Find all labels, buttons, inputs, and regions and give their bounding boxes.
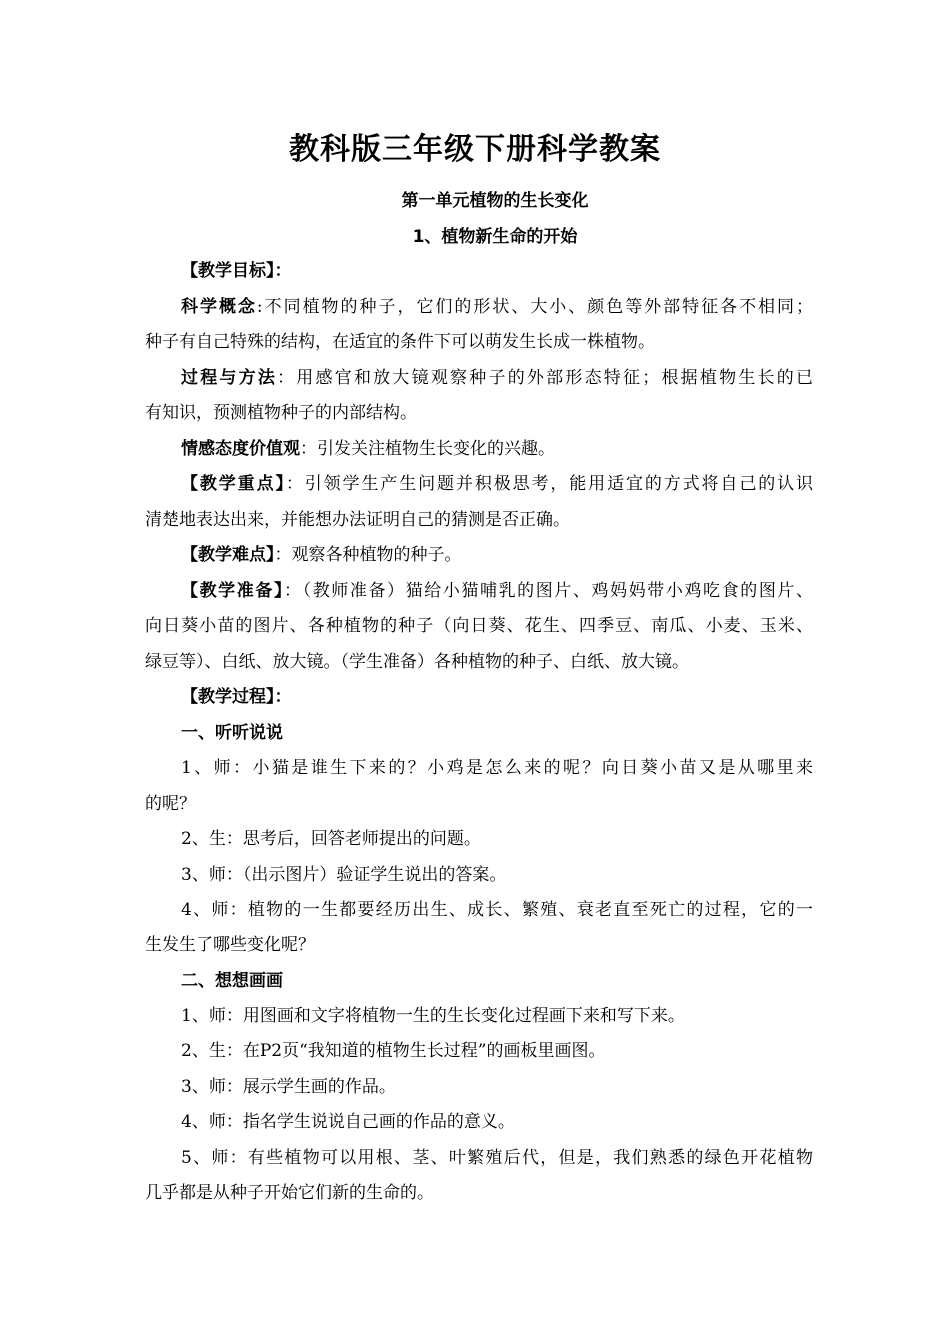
s2-item-1: 1、师：用图画和文字将植物一生的生长变化过程画下来和写下来。 [181, 1006, 685, 1026]
s1-item-4-line-1: 4、师：植物的一生都要经历出生、成长、繁殖、衰老直至死亡的过程，它的一 [181, 900, 813, 920]
document-title: 教科版三年级下册科学教案 [289, 132, 661, 167]
key-label: 【教学重点】 [181, 474, 286, 494]
s1-item-2: 2、生：思考后，回答老师提出的问题。 [181, 829, 481, 849]
prep-label: 【教学准备】 [181, 581, 285, 601]
concept-line-1 [181, 294, 813, 320]
concept-line-2: 种子有自己特殊的结构，在适宜的条件下可以萌发生长成一株植物。 [145, 332, 655, 352]
s1-item-4-line-2: 生发生了哪些变化呢？ [145, 935, 315, 955]
difficulty-line [181, 542, 813, 568]
goals-heading: 【教学目标】： [181, 261, 292, 281]
process-line-2: 有知识，预测植物种子的内部结构。 [145, 403, 417, 423]
s2-item-4: 4、师：指名学生说说自己画的作品的意义。 [181, 1112, 515, 1132]
process-label: 过程与方法 [181, 368, 278, 388]
difficulty-text: ：观察各种植物的种子。 [274, 545, 462, 565]
lesson-title: 1、植物新生命的开始 [412, 227, 578, 247]
s2-item-5-line-2: 几乎都是从种子开始它们新的生命的。 [145, 1183, 434, 1203]
process-line-1 [181, 365, 813, 391]
process-heading: 【教学过程】： [181, 687, 292, 707]
attitude-line [181, 436, 813, 462]
s2-item-2: 2、生：在P2页“我知道的植物生长过程”的画板里画图。 [181, 1041, 606, 1061]
s1-item-3: 3、师：（出示图片）验证学生说出的答案。 [181, 865, 507, 885]
prep-line-1 [181, 578, 813, 604]
s1-item-1-line-2: 的呢？ [145, 794, 196, 814]
prep-line-2: 向日葵小苗的图片、各种植物的种子（向日葵、花生、四季豆、南瓜、小麦、玉米、 [145, 616, 813, 636]
s2-item-5-line-1: 5、师：有些植物可以用根、茎、叶繁殖后代，但是，我们熟悉的绿色开花植物 [181, 1148, 813, 1168]
concept-label: 科学概念 [181, 297, 257, 317]
prep-line-3: 绿豆等）、白纸、放大镜。（学生准备）各种植物的种子、白纸、放大镜。 [145, 652, 689, 672]
key-text-1: ：引领学生产生问题并积极思考，能用适宜的方式将自己的认识 [285, 474, 814, 494]
prep-text-1: ：（教师准备）猫给小猫哺乳的图片、鸡妈妈带小鸡吃食的图片、 [284, 581, 814, 601]
section-1-heading: 一、听听说说 [181, 723, 283, 743]
s1-item-1-line-1: 1、师：小猫是谁生下来的？小鸡是怎么来的呢？向日葵小苗又是从哪里来 [181, 758, 813, 778]
key-line-2: 清楚地表达出来，并能想办法证明自己的猜测是否正确。 [145, 510, 570, 530]
section-2-heading: 二、想想画画 [181, 971, 283, 991]
key-line-1 [181, 471, 813, 497]
process-text-1: ：用感官和放大镜观察种子的外部形态特征；根据植物生长的已 [277, 368, 813, 388]
difficulty-label: 【教学难点】 [181, 545, 275, 565]
unit-title: 第一单元植物的生长变化 [401, 191, 589, 211]
attitude-text: ：引发关注植物生长变化的兴趣。 [300, 439, 555, 459]
s2-item-3: 3、师：展示学生画的作品。 [181, 1077, 396, 1097]
concept-text-1: :不同植物的种子，它们的形状、大小、颜色等外部特征各不相同； [256, 297, 814, 317]
attitude-label: 情感态度价值观 [181, 439, 300, 459]
